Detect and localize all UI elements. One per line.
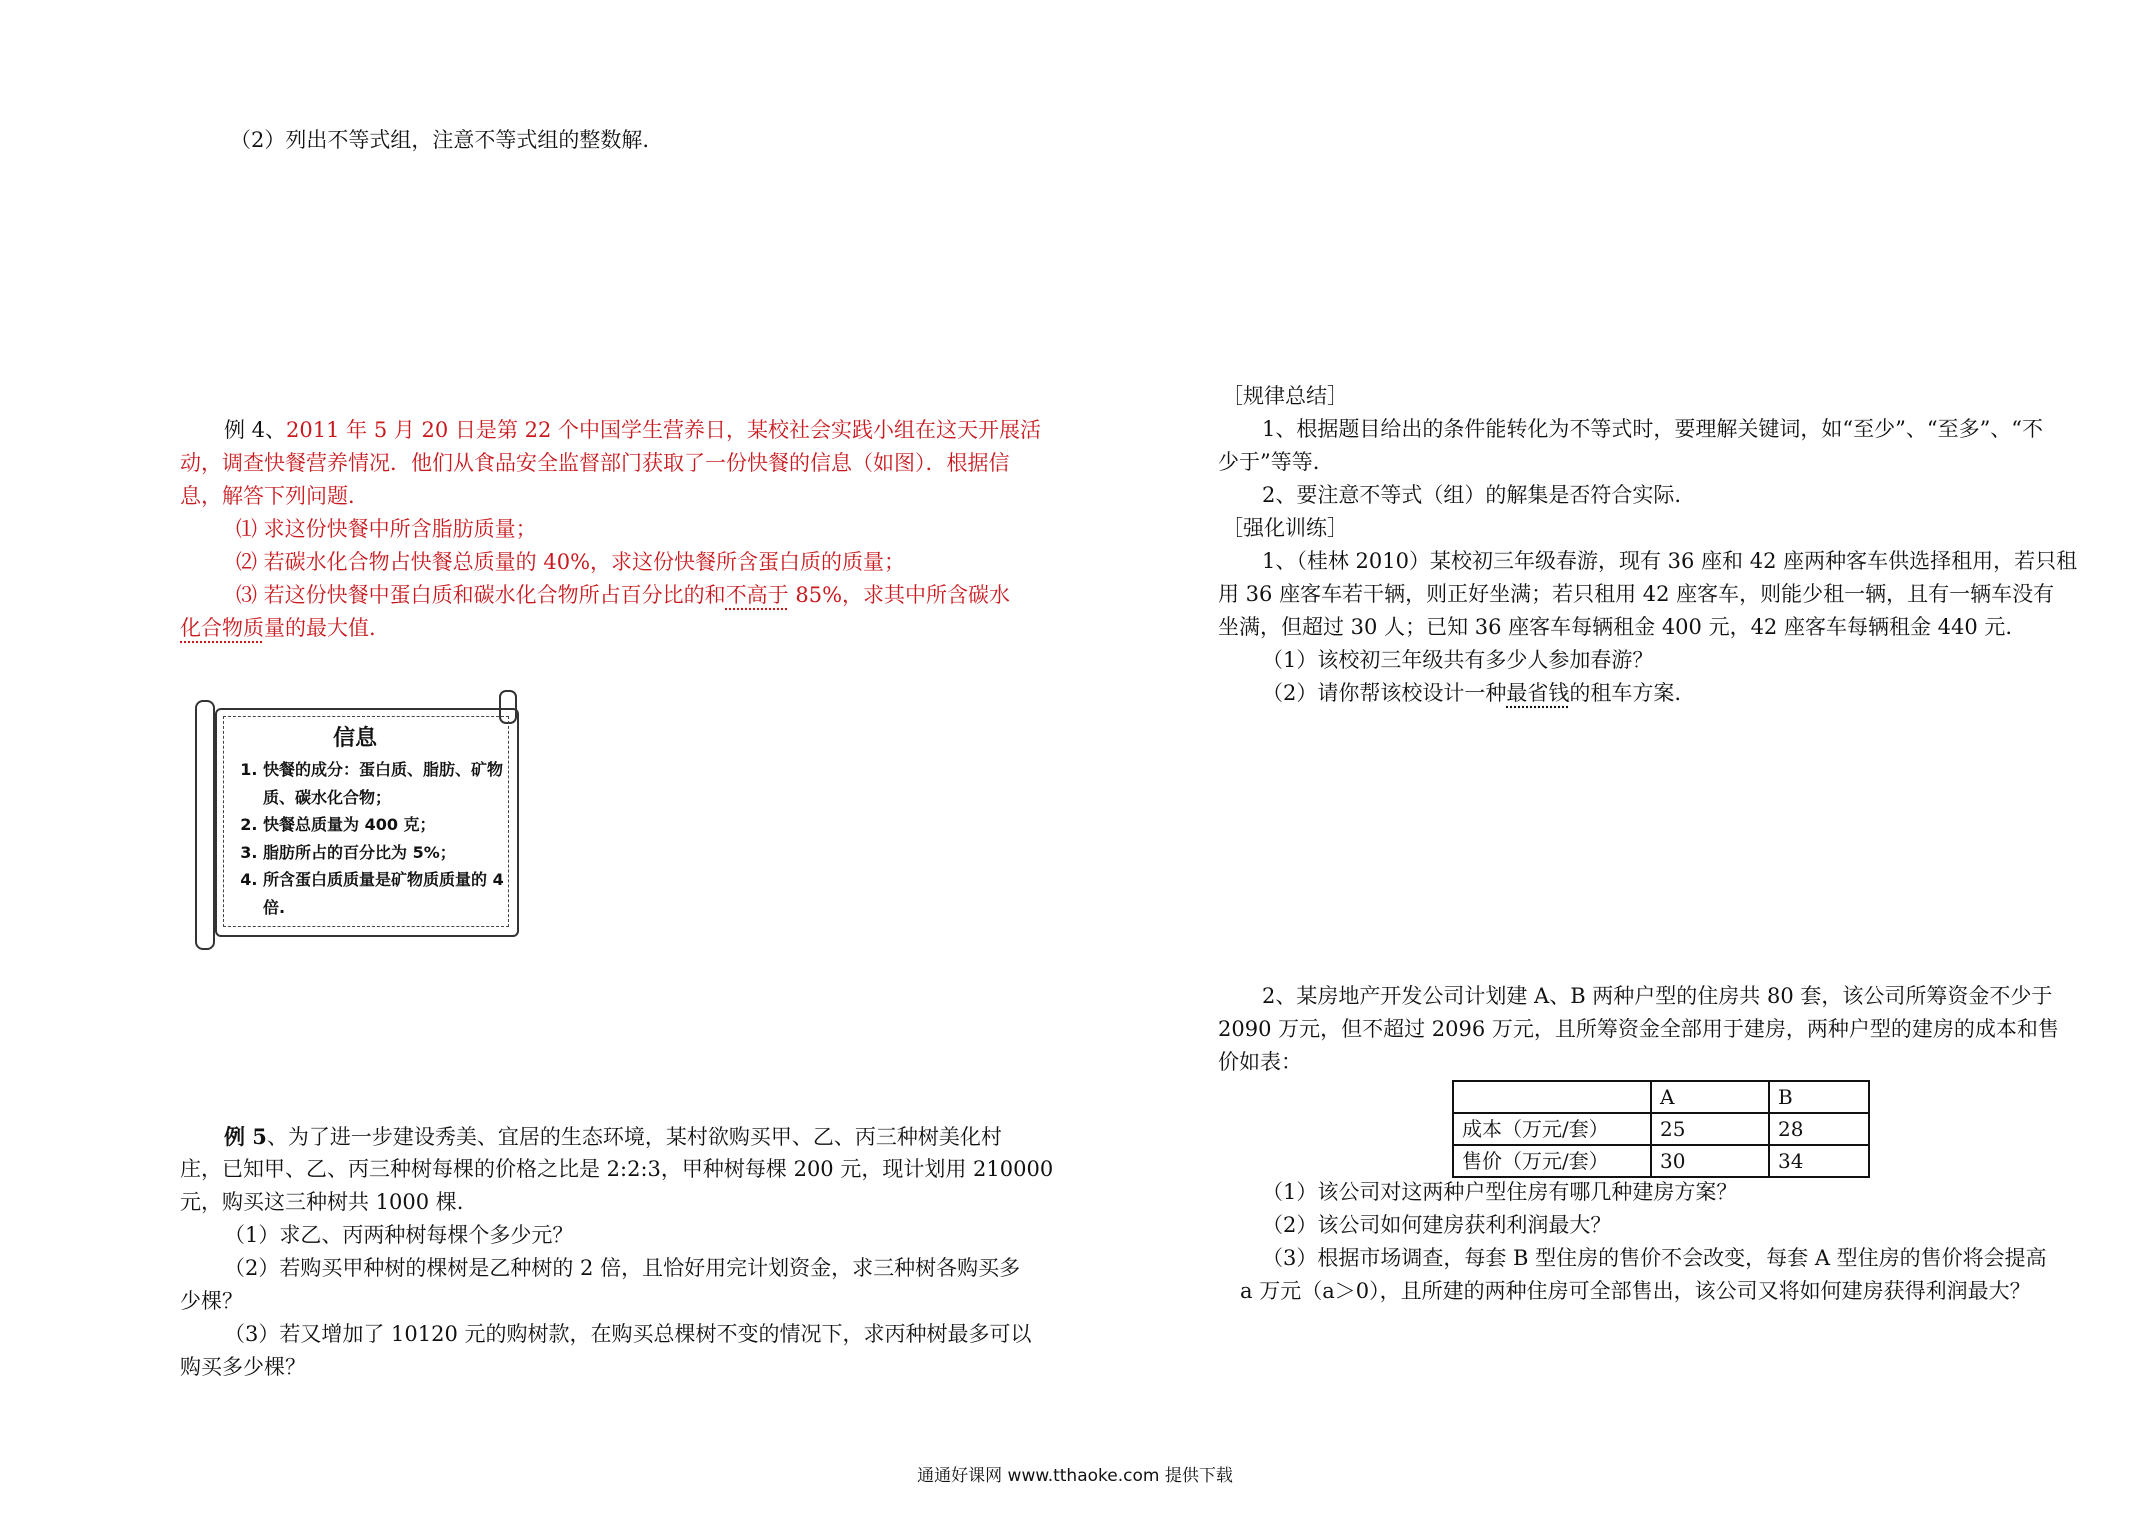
table-cell: 售价（万元/套）: [1453, 1145, 1651, 1177]
table-header-cell: B: [1769, 1081, 1869, 1113]
example-5-question-3: （3）若又增加了 10120 元的购树款，在购买总棵树不变的情况下，求丙种树最多可以: [224, 1322, 1032, 1346]
example-4-label: 例 4、: [224, 418, 287, 442]
info-title: 信息: [332, 726, 377, 751]
example-4-question-3-cont: [180, 612, 376, 645]
info-item: 1. 快餐的成分：蛋白质、脂肪、矿物质、碳水化合物；: [263, 756, 523, 811]
example-4-q3-part-c: 85%，求其中所含碳水: [788, 583, 1011, 607]
example-5-question-2-cont: 少棵？: [180, 1289, 243, 1313]
table-cell: 成本（万元/套）: [1453, 1113, 1651, 1145]
example-4-q3-emphasis: 不高于: [725, 583, 789, 607]
example-4-text-2: 动，调查快餐营养情况．他们从食品安全监督部门获取了一份快餐的信息（如图）．根据信: [180, 451, 1010, 475]
training-1-text-3: 坐满，但超过 30 人；已知 36 座客车每辆租金 400 元，42 座客车每辆租金 440 元.: [1218, 615, 2013, 639]
example-5-text-1: 、为了进一步建设秀美、宜居的生态环境，某村欲购买甲、乙、丙三种树美化村: [266, 1125, 1002, 1149]
training-1-q2-emphasis: 最省钱: [1506, 681, 1570, 705]
table-row: [1453, 1145, 1869, 1177]
training-2-text-3: 价如表：: [1218, 1050, 1302, 1074]
summary-item-1-cont: 少于”等等.: [1218, 450, 1320, 474]
info-scroll-figure: [195, 690, 515, 952]
example-5-question-1: （1）求乙、丙两种树每棵个多少元？: [224, 1223, 574, 1247]
info-item: 3. 脂肪所占的百分比为 5%；: [263, 839, 523, 867]
training-1-text-1: 1、（桂林 2010）某校初三年级春游，现有 36 座和 42 座两种客车供选择租用，若只租: [1262, 549, 2078, 573]
table-header-cell: A: [1651, 1081, 1769, 1113]
training-1-q2-part-c: 的租车方案.: [1569, 681, 1682, 705]
summary-title: ［规律总结］: [1222, 384, 1348, 408]
table-cell: 30: [1651, 1145, 1769, 1177]
training-2-text-2: 2090 万元，但不超过 2096 万元，且所筹资金全部用于建房，两种户型的建房的成本和售: [1218, 1017, 2059, 1041]
example-5-text-2: 庄，已知甲、乙、丙三种树每棵的价格之比是 2:2:3，甲种树每棵 200 元，现计划用 210000: [180, 1157, 1054, 1181]
example-4-q3-part-a: ⑶ 若这份快餐中蛋白质和碳水化合物所占百分比的和: [236, 583, 726, 607]
example-4-line1: [224, 414, 1041, 447]
example-5-line1: [224, 1120, 1002, 1154]
training-1-q2-part-a: （2）请你帮该校设计一种: [1262, 681, 1507, 705]
example-4-question-1: ⑴ 求这份快餐中所含脂肪质量；: [236, 517, 537, 541]
table-cell: 28: [1769, 1113, 1869, 1145]
training-2-question-3: （3）根据市场调查，每套 B 型住房的售价不会改变，每套 A 型住房的售价将会提高: [1262, 1246, 2047, 1270]
summary-item-1: 1、根据题目给出的条件能转化为不等式时，要理解关键词，如“至少”、“至多”、“不: [1262, 417, 2044, 441]
example-4-q3-emphasis-2: 化合物质: [180, 616, 264, 640]
info-item: 4. 所含蛋白质质量是矿物质质量的 4 倍.: [263, 866, 523, 921]
example-4-question-2: ⑵ 若碳水化合物占快餐总质量的 40%，求这份快餐所含蛋白质的质量；: [236, 550, 906, 574]
example-5-question-3-cont: 购买多少棵？: [180, 1355, 306, 1379]
table-cell: 25: [1651, 1113, 1769, 1145]
cost-price-table: [1452, 1080, 1870, 1178]
example-4-text-1: 2011 年 5 月 20 日是第 22 个中国学生营养日，某校社会实践小组在这天开展活: [286, 418, 1042, 442]
table-row: [1453, 1113, 1869, 1145]
training-1-text-2: 用 36 座客车若干辆，则正好坐满；若只租用 42 座客车，则能少租一辆，且有一辆车没有: [1218, 582, 2055, 606]
training-2-text-1: 2、某房地产开发公司计划建 A、B 两种户型的住房共 80 套，该公司所筹资金不少于: [1262, 984, 2053, 1008]
summary-item-2: 2、要注意不等式（组）的解集是否符合实际.: [1262, 483, 1682, 507]
example-5-question-2: （2）若购买甲种树的棵树是乙种树的 2 倍，且恰好用完计划资金，求三种树各购买多: [224, 1256, 1021, 1280]
example-4-question-3: [236, 579, 1010, 612]
table-header-cell: [1453, 1081, 1651, 1113]
table-header-row: [1453, 1081, 1869, 1113]
info-list: [235, 756, 523, 921]
example-5-text-3: 元，购买这三种树共 1000 棵.: [180, 1190, 464, 1214]
example-4-q3-end: 量的最大值.: [264, 616, 376, 640]
example-4-text-3: 息，解答下列问题．: [180, 484, 369, 508]
training-2-question-2: （2）该公司如何建房获利利润最大？: [1262, 1213, 1612, 1237]
hint-item-2: （2）列出不等式组，注意不等式组的整数解.: [230, 128, 650, 152]
training-2-question-3-cont: a 万元（a＞0），且所建的两种住房可全部售出，该公司又将如何建房获得利润最大？: [1240, 1279, 2031, 1303]
training-2-question-1: （1）该公司对这两种户型住房有哪几种建房方案？: [1262, 1180, 1738, 1204]
info-item: 2. 快餐总质量为 400 克；: [263, 811, 523, 839]
example-5-label: 例 5: [224, 1124, 267, 1149]
training-1-question-2: [1262, 677, 1681, 710]
training-1-question-1: （1）该校初三年级共有多少人参加春游？: [1262, 648, 1654, 672]
table-cell: 34: [1769, 1145, 1869, 1177]
page-footer: 通通好课网 www.tthaoke.com 提供下载: [917, 1466, 1233, 1486]
training-title: ［强化训练］: [1222, 516, 1348, 540]
